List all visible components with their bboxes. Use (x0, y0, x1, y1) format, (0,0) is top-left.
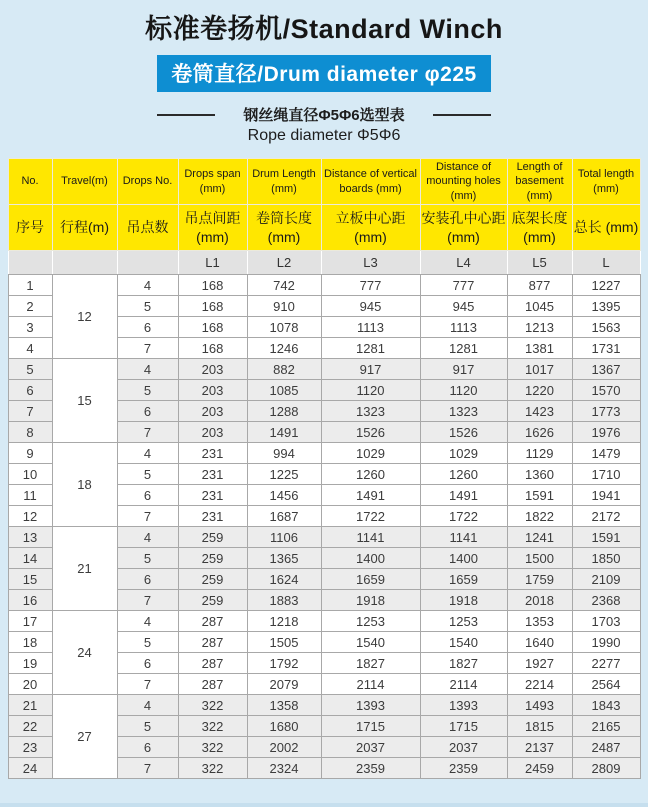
value-cell: 1323 (321, 401, 420, 422)
col-header-en-0: No. (8, 159, 52, 205)
value-cell: 1260 (321, 464, 420, 485)
value-cell: 1260 (420, 464, 507, 485)
value-cell: 1225 (247, 464, 321, 485)
value-cell: 2359 (321, 758, 420, 779)
drops-no-cell: 4 (117, 275, 178, 296)
value-cell: 1423 (507, 401, 572, 422)
value-cell: 1246 (247, 338, 321, 359)
travel-cell: 27 (52, 695, 117, 779)
header-row-en (8, 159, 640, 205)
spec-table (8, 158, 641, 779)
value-cell: 1792 (247, 653, 321, 674)
value-cell: 231 (178, 485, 247, 506)
drops-no-cell: 7 (117, 758, 178, 779)
value-cell: 1659 (321, 569, 420, 590)
value-cell: 2109 (572, 569, 640, 590)
value-cell: 322 (178, 716, 247, 737)
drops-no-cell: 6 (117, 653, 178, 674)
value-cell: 1381 (507, 338, 572, 359)
drops-no-cell: 5 (117, 380, 178, 401)
col-header-en-5: Distance of vertical boards (mm) (321, 159, 420, 205)
value-cell: 1843 (572, 695, 640, 716)
drops-no-cell: 4 (117, 695, 178, 716)
value-cell: 1687 (247, 506, 321, 527)
value-cell: 1395 (572, 296, 640, 317)
drops-no-cell: 4 (117, 359, 178, 380)
col-header-en-8: Total length (mm) (572, 159, 640, 205)
value-cell: 917 (321, 359, 420, 380)
value-cell: 1078 (247, 317, 321, 338)
value-cell: 2002 (247, 737, 321, 758)
col-header-en-3: Drops span (mm) (178, 159, 247, 205)
value-cell: 1918 (420, 590, 507, 611)
row-no-cell: 22 (8, 716, 52, 737)
value-cell: 1526 (420, 422, 507, 443)
col-header-code-8: L (572, 251, 640, 275)
drops-no-cell: 7 (117, 422, 178, 443)
value-cell: 259 (178, 548, 247, 569)
value-cell: 742 (247, 275, 321, 296)
value-cell: 1990 (572, 632, 640, 653)
value-cell: 1710 (572, 464, 640, 485)
value-cell: 1106 (247, 527, 321, 548)
value-cell: 1220 (507, 380, 572, 401)
col-header-code-3: L1 (178, 251, 247, 275)
value-cell: 287 (178, 674, 247, 695)
value-cell: 259 (178, 569, 247, 590)
value-cell: 2037 (321, 737, 420, 758)
col-header-code-2 (117, 251, 178, 275)
value-cell: 1827 (321, 653, 420, 674)
value-cell: 2214 (507, 674, 572, 695)
value-cell: 1827 (420, 653, 507, 674)
value-cell: 1113 (321, 317, 420, 338)
row-no-cell: 24 (8, 758, 52, 779)
drops-no-cell: 6 (117, 737, 178, 758)
table-row (8, 443, 640, 464)
value-cell: 1591 (572, 527, 640, 548)
value-cell: 1400 (321, 548, 420, 569)
drops-no-cell: 6 (117, 569, 178, 590)
value-cell: 1563 (572, 317, 640, 338)
value-cell: 1640 (507, 632, 572, 653)
value-cell: 1883 (247, 590, 321, 611)
value-cell: 1570 (572, 380, 640, 401)
value-cell: 1281 (420, 338, 507, 359)
row-no-cell: 6 (8, 380, 52, 401)
value-cell: 1253 (420, 611, 507, 632)
value-cell: 1456 (247, 485, 321, 506)
value-cell: 1367 (572, 359, 640, 380)
value-cell: 2018 (507, 590, 572, 611)
value-cell: 287 (178, 611, 247, 632)
col-header-en-1: Travel(m) (52, 159, 117, 205)
value-cell: 1591 (507, 485, 572, 506)
table-row (8, 527, 640, 548)
value-cell: 1141 (321, 527, 420, 548)
value-cell: 2114 (420, 674, 507, 695)
drops-no-cell: 7 (117, 674, 178, 695)
drops-no-cell: 5 (117, 296, 178, 317)
value-cell: 1722 (420, 506, 507, 527)
value-cell: 322 (178, 695, 247, 716)
table-row (8, 275, 640, 296)
value-cell: 1241 (507, 527, 572, 548)
value-cell: 1120 (321, 380, 420, 401)
value-cell: 1703 (572, 611, 640, 632)
value-cell: 203 (178, 401, 247, 422)
col-header-code-7: L5 (507, 251, 572, 275)
col-header-cn-8: 总长 (mm) (572, 205, 640, 251)
table-row (8, 359, 640, 380)
value-cell: 1360 (507, 464, 572, 485)
value-cell: 1085 (247, 380, 321, 401)
row-no-cell: 23 (8, 737, 52, 758)
value-cell: 1479 (572, 443, 640, 464)
value-cell: 877 (507, 275, 572, 296)
drops-no-cell: 5 (117, 548, 178, 569)
col-header-code-4: L2 (247, 251, 321, 275)
value-cell: 1505 (247, 632, 321, 653)
drops-no-cell: 6 (117, 317, 178, 338)
travel-cell: 15 (52, 359, 117, 443)
header-row-cn (8, 205, 640, 251)
row-no-cell: 3 (8, 317, 52, 338)
value-cell: 1773 (572, 401, 640, 422)
value-cell: 1253 (321, 611, 420, 632)
value-cell: 917 (420, 359, 507, 380)
value-cell: 1120 (420, 380, 507, 401)
value-cell: 1927 (507, 653, 572, 674)
value-cell: 1129 (507, 443, 572, 464)
value-cell: 1493 (507, 695, 572, 716)
value-cell: 231 (178, 443, 247, 464)
col-header-cn-5: 立板中心距 (mm) (321, 205, 420, 251)
col-header-cn-1: 行程(m) (52, 205, 117, 251)
col-header-code-0 (8, 251, 52, 275)
drops-no-cell: 4 (117, 443, 178, 464)
value-cell: 945 (321, 296, 420, 317)
divider-line-left (157, 114, 215, 116)
value-cell: 1822 (507, 506, 572, 527)
value-cell: 259 (178, 527, 247, 548)
value-cell: 1540 (321, 632, 420, 653)
drops-no-cell: 7 (117, 506, 178, 527)
value-cell: 168 (178, 317, 247, 338)
col-header-cn-3: 吊点间距 (mm) (178, 205, 247, 251)
row-no-cell: 14 (8, 548, 52, 569)
value-cell: 1281 (321, 338, 420, 359)
value-cell: 322 (178, 737, 247, 758)
value-cell: 1365 (247, 548, 321, 569)
value-cell: 910 (247, 296, 321, 317)
drops-no-cell: 4 (117, 611, 178, 632)
row-no-cell: 4 (8, 338, 52, 359)
value-cell: 1722 (321, 506, 420, 527)
value-cell: 2487 (572, 737, 640, 758)
value-cell: 1526 (321, 422, 420, 443)
page-title: 标准卷扬机/Standard Winch (145, 14, 503, 44)
row-no-cell: 19 (8, 653, 52, 674)
col-header-cn-6: 安装孔中心距 (mm) (420, 205, 507, 251)
value-cell: 1941 (572, 485, 640, 506)
value-cell: 231 (178, 464, 247, 485)
value-cell: 1759 (507, 569, 572, 590)
spec-table-body (8, 275, 640, 779)
col-header-cn-4: 卷筒长度 (mm) (247, 205, 321, 251)
drops-no-cell: 6 (117, 401, 178, 422)
value-cell: 1227 (572, 275, 640, 296)
row-no-cell: 21 (8, 695, 52, 716)
subtitle-cn: 钢丝绳直径Φ5Φ6选型表 (243, 107, 405, 124)
subtitle-en: Rope diameter Φ5Φ6 (247, 127, 401, 144)
value-cell: 168 (178, 296, 247, 317)
row-no-cell: 20 (8, 674, 52, 695)
value-cell: 1218 (247, 611, 321, 632)
drops-no-cell: 4 (117, 527, 178, 548)
value-cell: 259 (178, 590, 247, 611)
col-header-code-5: L3 (321, 251, 420, 275)
value-cell: 1213 (507, 317, 572, 338)
value-cell: 1288 (247, 401, 321, 422)
value-cell: 1624 (247, 569, 321, 590)
drops-no-cell: 6 (117, 485, 178, 506)
col-header-cn-0: 序号 (8, 205, 52, 251)
row-no-cell: 12 (8, 506, 52, 527)
col-header-en-6: Distance of mounting holes (mm) (420, 159, 507, 205)
travel-cell: 24 (52, 611, 117, 695)
spec-table-head (8, 159, 640, 275)
row-no-cell: 9 (8, 443, 52, 464)
value-cell: 2324 (247, 758, 321, 779)
value-cell: 1017 (507, 359, 572, 380)
value-cell: 1400 (420, 548, 507, 569)
value-cell: 168 (178, 338, 247, 359)
value-cell: 1029 (420, 443, 507, 464)
col-header-cn-7: 底架长度 (mm) (507, 205, 572, 251)
table-row (8, 611, 640, 632)
value-cell: 1393 (321, 695, 420, 716)
value-cell: 168 (178, 275, 247, 296)
value-cell: 945 (420, 296, 507, 317)
value-cell: 322 (178, 758, 247, 779)
value-cell: 2114 (321, 674, 420, 695)
drum-diameter-banner: 卷筒直径/Drum diameter φ225 (157, 55, 490, 92)
value-cell: 2459 (507, 758, 572, 779)
value-cell: 1731 (572, 338, 640, 359)
value-cell: 1353 (507, 611, 572, 632)
value-cell: 1045 (507, 296, 572, 317)
value-cell: 1491 (321, 485, 420, 506)
value-cell: 1029 (321, 443, 420, 464)
value-cell: 777 (321, 275, 420, 296)
value-cell: 1141 (420, 527, 507, 548)
value-cell: 1976 (572, 422, 640, 443)
drops-no-cell: 7 (117, 338, 178, 359)
value-cell: 1715 (321, 716, 420, 737)
col-header-code-1 (52, 251, 117, 275)
value-cell: 231 (178, 506, 247, 527)
value-cell: 1626 (507, 422, 572, 443)
value-cell: 1323 (420, 401, 507, 422)
value-cell: 203 (178, 359, 247, 380)
value-cell: 1715 (420, 716, 507, 737)
value-cell: 2172 (572, 506, 640, 527)
value-cell: 994 (247, 443, 321, 464)
row-no-cell: 13 (8, 527, 52, 548)
value-cell: 1918 (321, 590, 420, 611)
value-cell: 1540 (420, 632, 507, 653)
col-header-code-6: L4 (420, 251, 507, 275)
row-no-cell: 2 (8, 296, 52, 317)
value-cell: 1500 (507, 548, 572, 569)
value-cell: 1393 (420, 695, 507, 716)
table-row (8, 695, 640, 716)
value-cell: 1680 (247, 716, 321, 737)
row-no-cell: 15 (8, 569, 52, 590)
header-row-code (8, 251, 640, 275)
value-cell: 2359 (420, 758, 507, 779)
value-cell: 2165 (572, 716, 640, 737)
col-header-en-2: Drops No. (117, 159, 178, 205)
divider-line-right (433, 114, 491, 116)
row-no-cell: 11 (8, 485, 52, 506)
value-cell: 1113 (420, 317, 507, 338)
value-cell: 777 (420, 275, 507, 296)
col-header-en-4: Drum Length (mm) (247, 159, 321, 205)
row-no-cell: 18 (8, 632, 52, 653)
col-header-cn-2: 吊点数 (117, 205, 178, 251)
value-cell: 1358 (247, 695, 321, 716)
row-no-cell: 5 (8, 359, 52, 380)
row-no-cell: 10 (8, 464, 52, 485)
value-cell: 1659 (420, 569, 507, 590)
drops-no-cell: 5 (117, 464, 178, 485)
value-cell: 2079 (247, 674, 321, 695)
row-no-cell: 1 (8, 275, 52, 296)
value-cell: 2137 (507, 737, 572, 758)
bottom-strip (0, 803, 648, 807)
value-cell: 1850 (572, 548, 640, 569)
travel-cell: 12 (52, 275, 117, 359)
drops-no-cell: 7 (117, 590, 178, 611)
row-no-cell: 8 (8, 422, 52, 443)
value-cell: 1491 (420, 485, 507, 506)
drops-no-cell: 5 (117, 632, 178, 653)
value-cell: 2037 (420, 737, 507, 758)
travel-cell: 21 (52, 527, 117, 611)
value-cell: 203 (178, 422, 247, 443)
value-cell: 287 (178, 653, 247, 674)
value-cell: 203 (178, 380, 247, 401)
travel-cell: 18 (52, 443, 117, 527)
value-cell: 287 (178, 632, 247, 653)
drops-no-cell: 5 (117, 716, 178, 737)
row-no-cell: 7 (8, 401, 52, 422)
row-no-cell: 16 (8, 590, 52, 611)
value-cell: 2809 (572, 758, 640, 779)
value-cell: 2564 (572, 674, 640, 695)
value-cell: 1491 (247, 422, 321, 443)
value-cell: 2368 (572, 590, 640, 611)
value-cell: 882 (247, 359, 321, 380)
row-no-cell: 17 (8, 611, 52, 632)
value-cell: 1815 (507, 716, 572, 737)
col-header-en-7: Length of basement (mm) (507, 159, 572, 205)
value-cell: 2277 (572, 653, 640, 674)
